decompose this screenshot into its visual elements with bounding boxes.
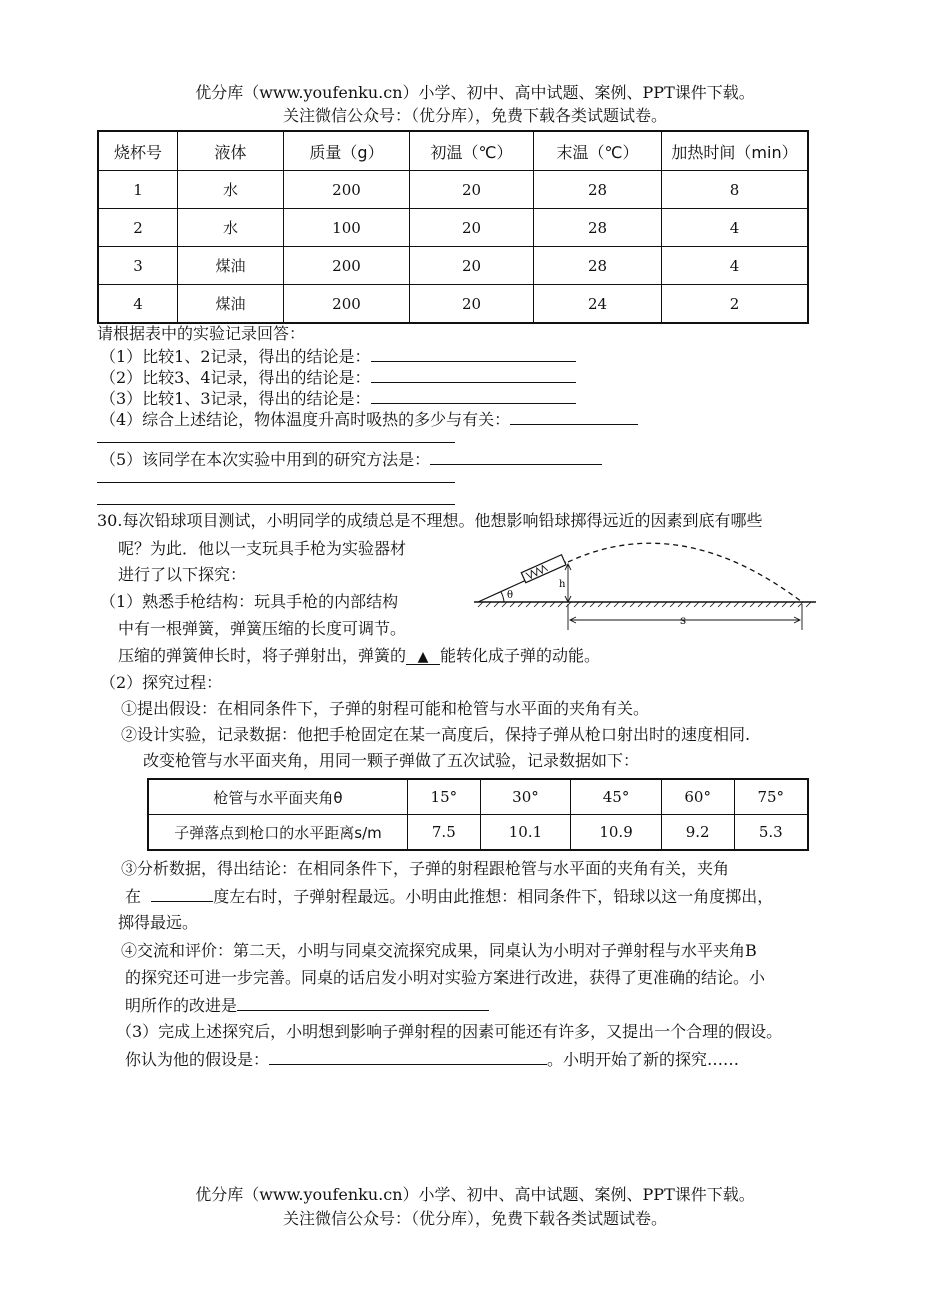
q29-item-5-text: （5）该同学在本次实验中用到的研究方法是： (100, 450, 431, 469)
answer-blank[interactable] (371, 345, 576, 362)
table-cell: 煤油 (178, 285, 284, 324)
q29-intro: 请根据表中的实验记录回答： (97, 324, 306, 343)
table-header-cell: 烧杯号 (98, 131, 178, 171)
table-cell: 28 (534, 209, 662, 247)
table-cell: 20 (410, 247, 534, 285)
q30-line-18-text-b: 。小明开始了新的探究…… (547, 1050, 740, 1069)
q30-line-18 (125, 1048, 739, 1071)
table-header-row (98, 131, 808, 171)
distance-row (148, 815, 808, 851)
header-line-2: 关注微信公众号：（优分库），免费下载各类试题试卷。 (282, 106, 667, 125)
footer-line-2: 关注微信公众号：（优分库），免费下载各类试题试卷。 (282, 1209, 667, 1228)
q30-line-2: 呢？为此．他以一支玩具手枪为实验器材 (118, 539, 407, 558)
q30-line-16-text: 明所作的改进是 (125, 996, 238, 1015)
table-cell: 200 (284, 171, 410, 209)
distance-cell: 10.9 (571, 815, 662, 851)
answer-line[interactable] (97, 504, 455, 505)
table-cell: 4 (98, 285, 178, 324)
table-cell: 煤油 (178, 247, 284, 285)
answer-blank[interactable] (510, 408, 638, 425)
q30-line-1: 30.每次铅球项目测试，小明同学的成绩总是不理想。他想影响铅球掷得远近的因素到底有哪些 (97, 511, 763, 530)
q30-line-18-text-a: 你认为他的假设是： (125, 1050, 270, 1069)
distance-cell: 7.5 (408, 815, 481, 851)
h-label: h (559, 579, 566, 590)
angle-cell: 60° (661, 779, 734, 815)
table-row (98, 209, 808, 247)
table-cell: 8 (662, 171, 809, 209)
table-cell: 1 (98, 171, 178, 209)
answer-line[interactable] (97, 482, 455, 483)
table-header-cell: 末温（℃） (534, 131, 662, 171)
table-cell: 200 (284, 247, 410, 285)
q29-item-3-text: （3）比较1、3记录，得出的结论是： (100, 389, 371, 408)
distance-cell: 5.3 (734, 815, 808, 851)
angle-arc (501, 592, 504, 602)
distance-cell: 9.2 (661, 815, 734, 851)
q30-line-3: 进行了以下探究： (118, 565, 247, 584)
q30-line-8: ①提出假设：在相同条件下，子弹的射程可能和枪管与水平面的夹角有关。 (121, 699, 650, 718)
table-cell: 水 (178, 209, 284, 247)
table-cell: 24 (534, 285, 662, 324)
q29-item-2 (100, 366, 576, 389)
projectile-diagram (470, 530, 820, 632)
table-header-cell: 质量（g） (284, 131, 410, 171)
table-cell: 100 (284, 209, 410, 247)
q30-line-6 (118, 645, 600, 667)
q30-line-7: （2）探究过程： (100, 673, 223, 692)
q30-line-12-text-b: 度左右时，子弹射程最远。小明由此推想：相同条件下，铅球以这一角度掷出， (213, 887, 774, 906)
q30-line-6-text-b: 能转化成子弹的动能。 (440, 646, 601, 665)
hypothesis-answer-blank[interactable] (269, 1048, 547, 1065)
triangle-marker: ▲ (417, 649, 429, 665)
q30-line-15: 的探究还可进一步完善。同桌的话启发小明对实验方案进行改进，获得了更准确的结论。小 (125, 968, 766, 987)
header-line-1: 优分库（www.youfenku.cn）小学、初中、高中试题、案例、PPT课件下载。 (195, 83, 755, 102)
q30-line-12 (125, 885, 773, 908)
angle-cell: 75° (734, 779, 808, 815)
q30-line-4: （1）熟悉手枪结构：玩具手枪的内部结构 (100, 592, 399, 611)
q29-item-1 (100, 345, 576, 368)
answer-blank[interactable] (371, 366, 576, 383)
table-header-cell: 初温（℃） (410, 131, 534, 171)
angle-row-label: 枪管与水平面夹角θ (148, 779, 408, 815)
distance-row-label: 子弹落点到枪口的水平距离s/m (148, 815, 408, 851)
q30-line-16 (125, 994, 489, 1017)
q30-line-11: ③分析数据，得出结论：在相同条件下，子弹的射程跟枪管与水平面的夹角有关，夹角 (121, 859, 730, 878)
angle-cell: 15° (408, 779, 481, 815)
table-row (98, 171, 808, 209)
table-cell: 20 (410, 171, 534, 209)
s-label: s (680, 613, 687, 627)
experiment-table (97, 130, 809, 324)
angle-distance-table (147, 778, 809, 851)
q30-line-6-text-a: 压缩的弹簧伸长时，将子弹射出，弹簧的 (118, 646, 407, 665)
table-header-cell: 液体 (178, 131, 284, 171)
q30-line-9: ②设计实验，记录数据：他把手枪固定在某一高度后，保持子弹从枪口射出时的速度相同. (121, 725, 751, 744)
angle-answer-blank[interactable] (151, 885, 213, 902)
table-cell: 200 (284, 285, 410, 324)
table-cell: 3 (98, 247, 178, 285)
theta-label: θ (507, 590, 514, 601)
q29-item-1-text: （1）比较1、2记录，得出的结论是： (100, 347, 371, 366)
q30-line-13: 掷得最远。 (118, 913, 199, 932)
answer-line[interactable] (97, 442, 455, 443)
energy-answer-blank[interactable] (406, 646, 440, 665)
trajectory-path (568, 543, 802, 602)
q30-line-17: （3）完成上述探究后，小明想到影响子弹射程的因素可能还有许多，又提出一个合理的假设。 (116, 1022, 783, 1041)
q30-line-10: 改变枪管与水平面夹角，用同一颗子弹做了五次试验，记录数据如下： (143, 751, 640, 770)
answer-blank[interactable] (371, 387, 576, 404)
q30-line-14: ④交流和评价：第二天，小明与同桌交流探究成果，同桌认为小明对子弹射程与水平夹角B (121, 941, 757, 960)
answer-blank[interactable] (430, 448, 602, 465)
q29-item-4-text: （4）综合上述结论，物体温度升高时吸热的多少与有关： (100, 410, 511, 429)
angle-row (148, 779, 808, 815)
q29-item-4 (100, 408, 638, 431)
q29-item-2-text: （2）比较3、4记录，得出的结论是： (100, 368, 371, 387)
q29-item-5 (100, 448, 602, 471)
table-row (98, 285, 808, 324)
table-cell: 水 (178, 171, 284, 209)
table-cell: 2 (662, 285, 809, 324)
table-cell: 20 (410, 285, 534, 324)
table-row (98, 247, 808, 285)
improvement-answer-blank[interactable] (237, 994, 489, 1011)
q29-item-3 (100, 387, 576, 410)
angle-cell: 30° (480, 779, 571, 815)
angle-cell: 45° (571, 779, 662, 815)
distance-cell: 10.1 (480, 815, 571, 851)
table-cell: 28 (534, 171, 662, 209)
table-cell: 20 (410, 209, 534, 247)
q30-line-5: 中有一根弹簧，弹簧压缩的长度可调节。 (118, 619, 407, 638)
table-cell: 2 (98, 209, 178, 247)
footer-line-1: 优分库（www.youfenku.cn）小学、初中、高中试题、案例、PPT课件下载。 (195, 1185, 755, 1204)
table-header-cell: 加热时间（min） (662, 131, 809, 171)
table-cell: 4 (662, 209, 809, 247)
table-cell: 28 (534, 247, 662, 285)
table-cell: 4 (662, 247, 809, 285)
q30-line-12-text-a: 在 (125, 887, 142, 906)
